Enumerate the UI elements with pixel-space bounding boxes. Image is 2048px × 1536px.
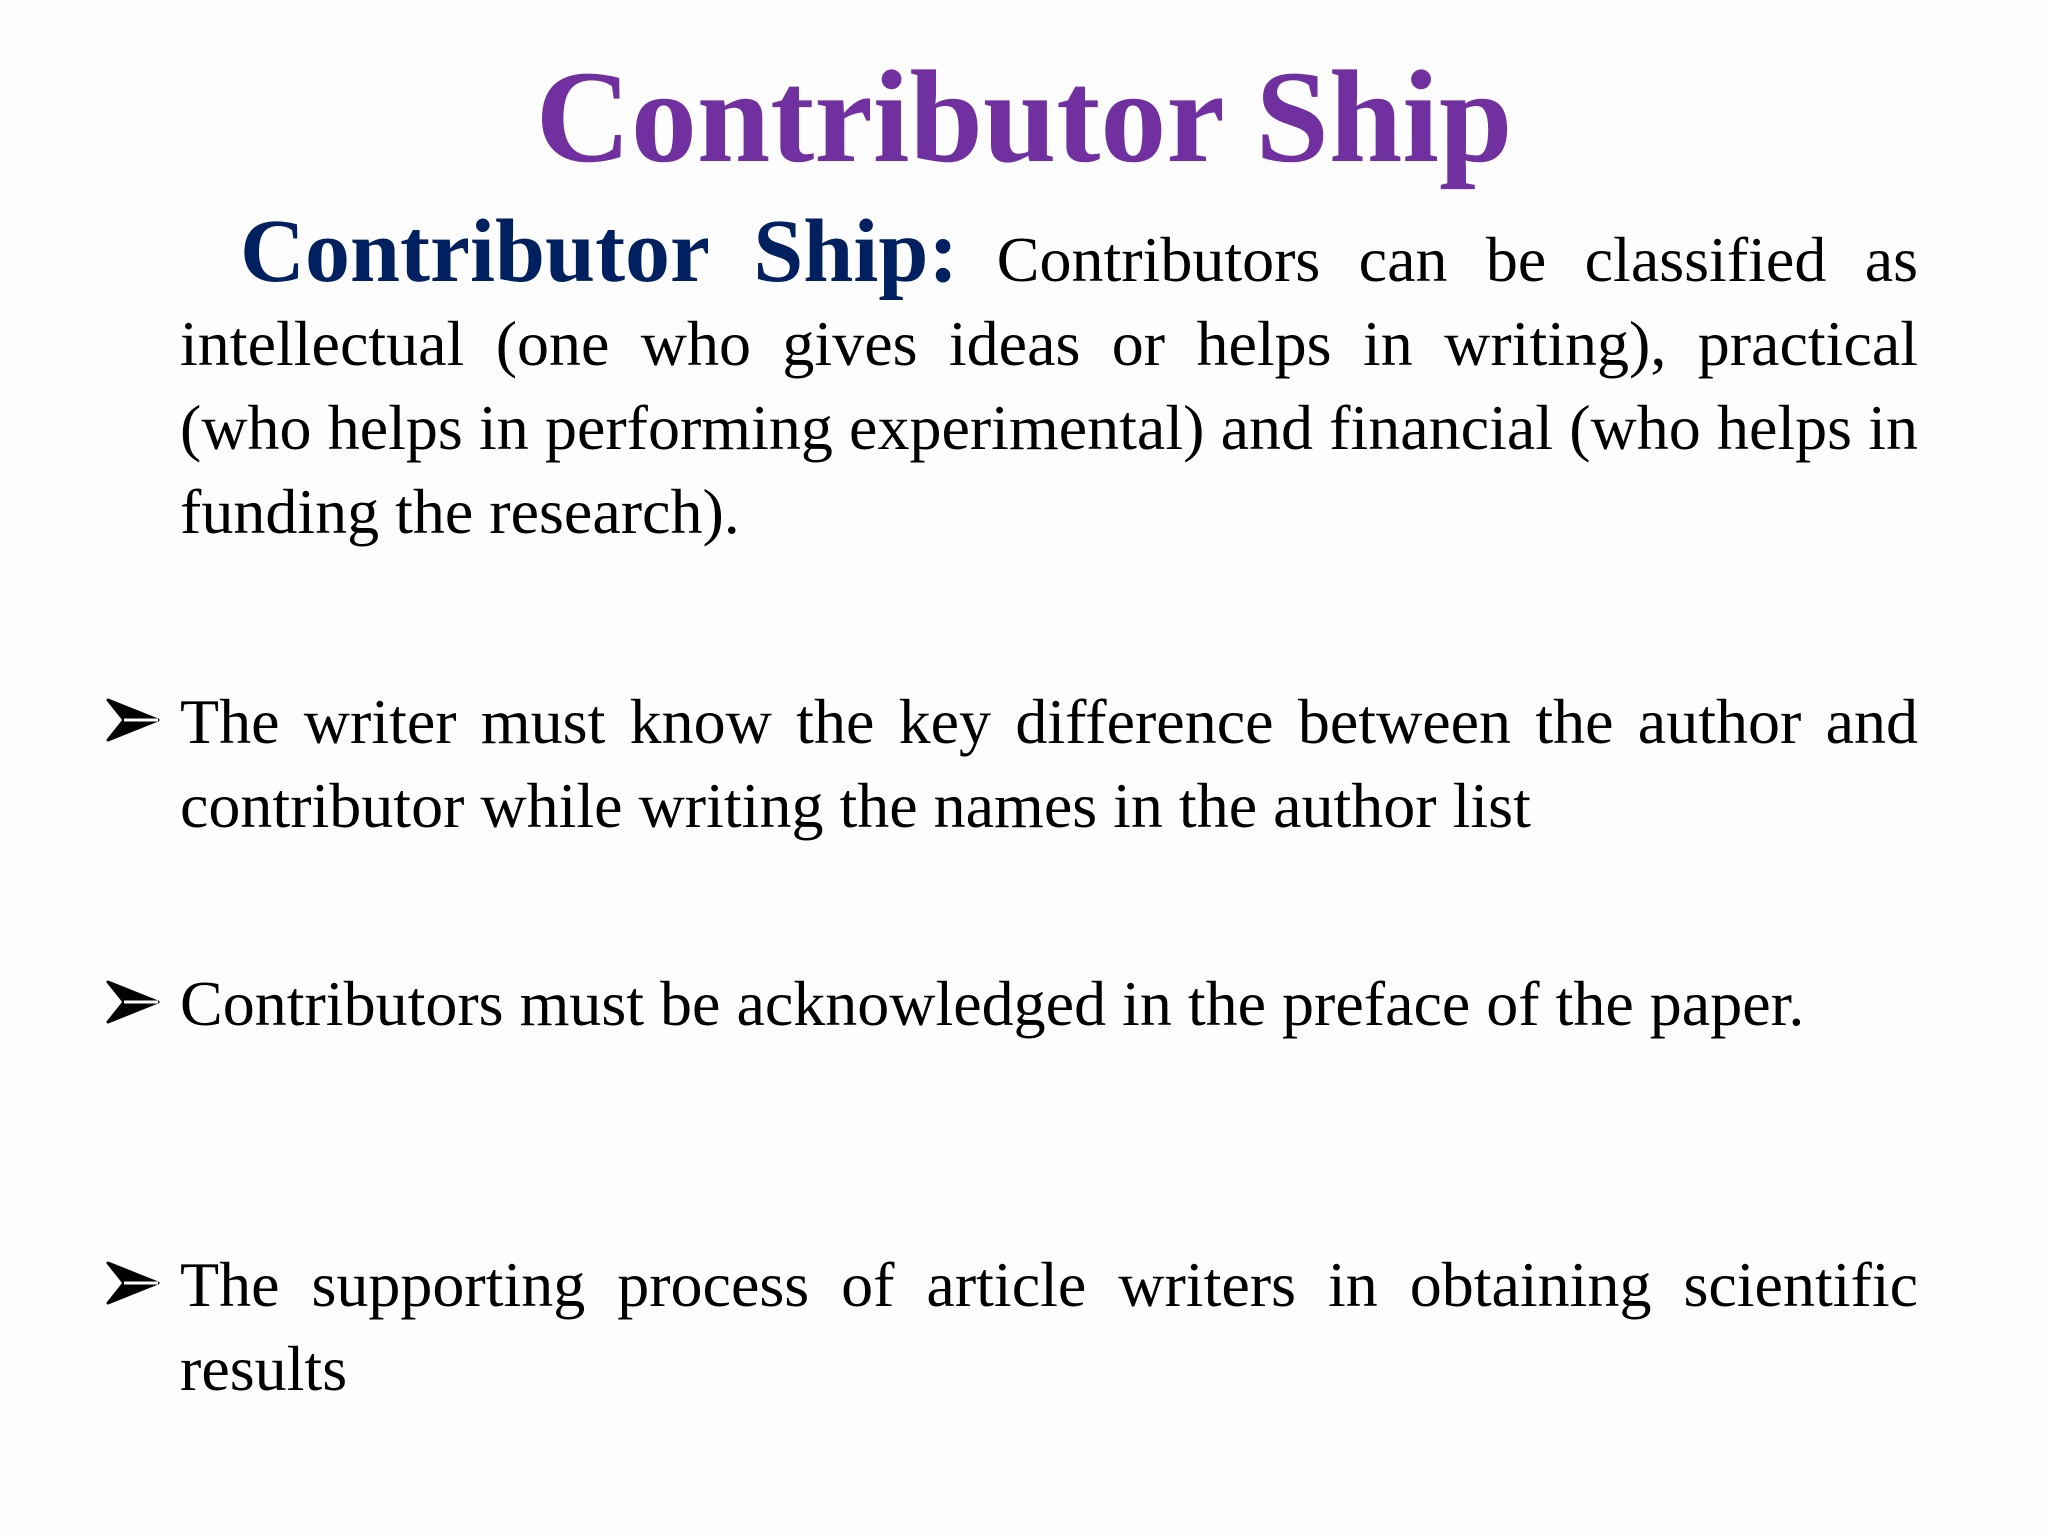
intro-paragraph: [180, 202, 1918, 554]
arrowhead-bullet-icon: [100, 970, 164, 1034]
arrowhead-bullet-icon: [100, 688, 164, 752]
bullet-item: [100, 962, 1918, 1046]
intro-lead: Contributor Ship:: [240, 202, 959, 301]
slide-title: Contributor Ship: [535, 43, 1513, 190]
bullet-item: [100, 1243, 1918, 1411]
bullet-item: [100, 680, 1918, 848]
arrowhead-bullet-icon: [100, 1251, 164, 1315]
intro-text: Contributors can be classified as intellectual (one who gives ideas or helps in writing), practical (who helps in performing experimental) and financial (who helps in funding the research).: [180, 224, 1918, 547]
bullet-text: The writer must know the key difference between the author and contributor while writing the names in the author list: [180, 686, 1918, 841]
bullet-text: The supporting process of article writers in obtaining scientific results: [180, 1249, 1918, 1404]
bullet-text: Contributors must be acknowledged in the preface of the paper.: [180, 968, 1805, 1039]
